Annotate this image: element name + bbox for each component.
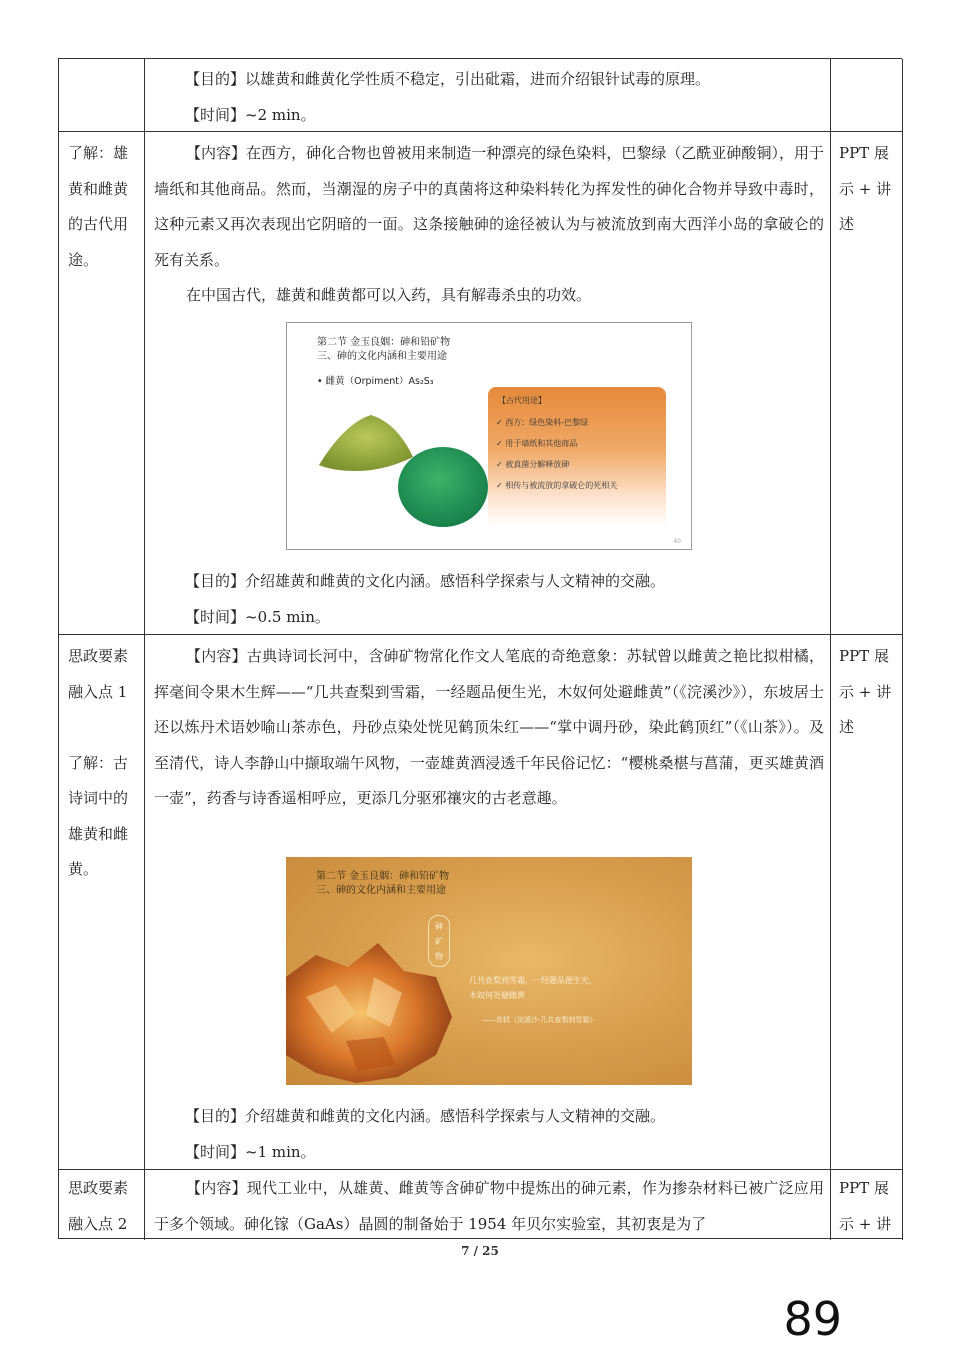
topic-line: 融入点 1 xyxy=(68,682,128,701)
slide-page-number: 40 xyxy=(673,538,681,545)
page-number: 89 xyxy=(783,1292,842,1346)
topic-line: 思政要素 xyxy=(68,647,129,665)
time-text: 【时间】~2 min。 xyxy=(185,105,316,124)
topic-line: 融入点 2 xyxy=(68,1214,128,1233)
poem-attribution: ——苏轼《浣溪沙·几共查梨到雪霜》 xyxy=(482,1016,597,1024)
topic-line: 黄。 xyxy=(68,860,99,878)
method-cell xyxy=(831,132,903,634)
topic-line: 雄黄和雌 xyxy=(68,824,129,843)
content-text: 【内容】在西方，砷化合物也曾被用来制造一种漂亮的绿色染料，巴黎绿（乙酰亚砷酸铜），用于墙纸和其他商品。然而，当潮湿的房子中的真菌将这种染料转化为挥发性的砷化合物并导致中毒时，这种元素又再次表现出它阴暗的一面。这条接触砷的途径被认为与被流放到南大西洋小岛的拿破仑的死有关系。 xyxy=(154,144,824,269)
page-indicator: 7 / 25 xyxy=(461,1244,499,1258)
method-line: PPT 展 xyxy=(839,1179,889,1197)
time-text: 【时间】~1 min。 xyxy=(185,1142,316,1161)
topic-line: 了解：雄 xyxy=(68,144,129,162)
ppt-slide-poetry xyxy=(286,857,692,1085)
topic-cell xyxy=(59,635,145,1169)
content-text: 【内容】现代工业中，从雄黄、雌黄等含砷矿物中提炼出的砷元素，作为掺杂材料已被广泛应用于多个领域。砷化镓（GaAs）晶圆的制备始于 1954 年贝尔实验室，其初衷是为了 xyxy=(154,1179,824,1233)
content-cell xyxy=(145,59,831,131)
poem-line: 木奴何处避雌黄 xyxy=(469,991,525,1000)
table-row xyxy=(59,131,903,634)
topic-line xyxy=(68,710,138,746)
method-cell xyxy=(831,635,903,1169)
slide-vertical-label: 砷 矿 物 xyxy=(428,915,450,967)
time-text: 【时间】~0.5 min。 xyxy=(185,607,330,626)
method-line: 示 + 讲 xyxy=(839,1214,892,1233)
lesson-plan-table xyxy=(58,58,902,1239)
poem-line: 几共查梨到雪霜，一经题品便生光， xyxy=(469,976,597,985)
content-cell xyxy=(145,1170,831,1240)
topic-line: 黄和雌黄 xyxy=(68,179,129,198)
method-line: 示 + 讲 xyxy=(839,682,892,701)
method-line: PPT 展 xyxy=(839,647,889,665)
goal-text: 【目的】介绍雄黄和雌黄的文化内涵。感悟科学探索与人文精神的交融。 xyxy=(185,572,666,590)
goal-text: 【目的】以雄黄和雌黄化学性质不稳定，引出砒霜，进而介绍银针试毒的原理。 xyxy=(185,70,711,88)
table-row xyxy=(59,59,903,131)
topic-cell xyxy=(59,59,145,131)
topic-cell xyxy=(59,132,145,634)
goal-text: 【目的】介绍雄黄和雌黄的文化内涵。感悟科学探索与人文精神的交融。 xyxy=(185,1107,666,1125)
table-row xyxy=(59,634,903,1169)
table-row xyxy=(59,1169,903,1240)
ppt-slide-orpiment xyxy=(286,322,692,550)
method-line: 述 xyxy=(839,718,855,736)
method-cell xyxy=(831,1170,903,1240)
mineral-powder-image xyxy=(315,401,495,531)
content-text: 【内容】古典诗词长河中，含砷矿物常化作文人笔底的奇绝意象：苏轼曾以雌黄之艳比拟柑橘，挥毫间令果木生辉——“几共查梨到雪霜，一经题品便生光，木奴何处避雌黄”（《浣溪沙》），东坡居士还以炼丹术语妙喻山茶赤色，丹砂点染处恍见鹤顶朱红——“掌中调丹砂，染此鹤顶红”（《山茶》）。及至清代，诗人李静山中撷取端午风物，一壶雄黄酒浸透千年民俗记忆：“樱桃桑椹与菖蒲，更买雄黄酒一壶”，药香与诗香遥相呼应，更添几分驱邪禳灾的古老意趣。 xyxy=(154,647,824,807)
slide-bullet: • 雌黄（Orpiment）As₂S₃ xyxy=(317,376,434,387)
ancient-uses-box: 【古代用途】 ✓ 西方：绿色染料-巴黎绿 ✓ 用于墙纸和其他商品 ✓ 被真菌分解释放砷 ✓ 相传与被流放的拿破仑的死相关 xyxy=(488,387,666,527)
method-line: 示 + 讲 xyxy=(839,179,892,198)
content-text-2: 在中国古代，雄黄和雌黄都可以入药，具有解毒杀虫的功效。 xyxy=(186,286,592,304)
topic-line: 诗词中的 xyxy=(68,789,129,807)
method-line: PPT 展 xyxy=(839,144,889,162)
topic-line: 了解：古 xyxy=(68,753,129,772)
slide-title: 第二节 金玉良姻：砷和铅矿物 三、砷的文化内涵和主要用途 xyxy=(316,871,450,896)
topic-cell xyxy=(59,1170,145,1240)
method-cell xyxy=(831,59,903,131)
topic-line: 的古代用 xyxy=(68,215,129,233)
topic-line: 途。 xyxy=(68,250,99,269)
topic-line: 思政要素 xyxy=(68,1179,129,1197)
method-line: 述 xyxy=(839,215,855,233)
slide-title: 第二节 金玉良姻：砷和铅矿物 三、砷的文化内涵和主要用途 xyxy=(317,337,451,362)
